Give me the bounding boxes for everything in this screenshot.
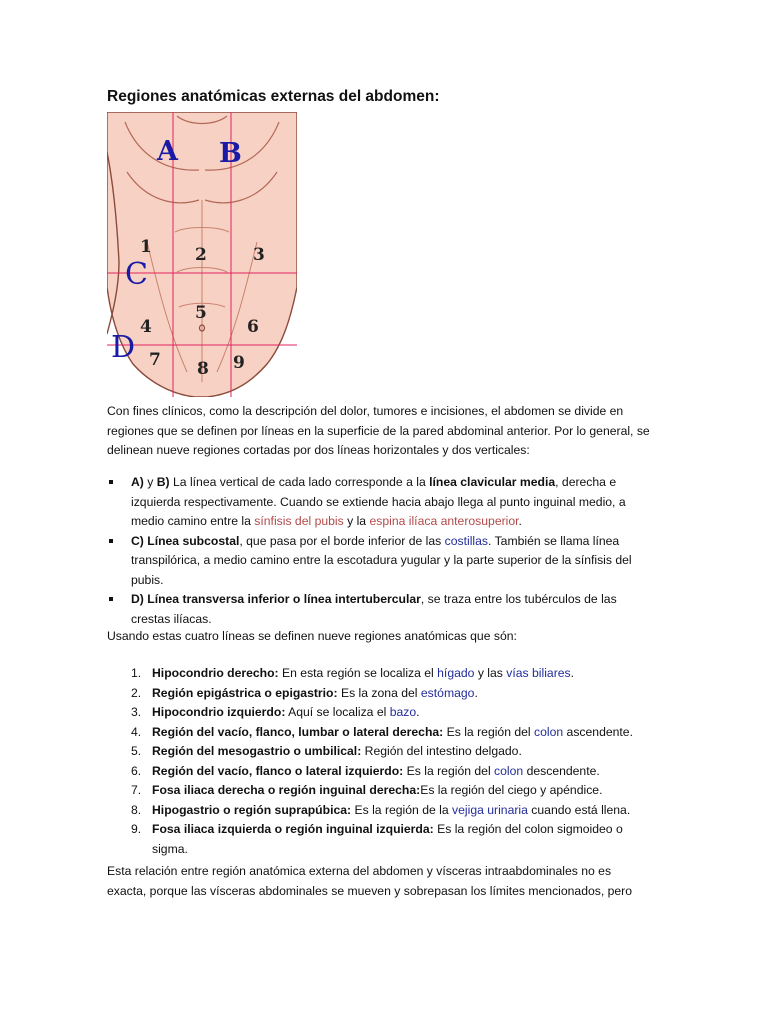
bullet-text: , derecha e izquierda respectivamente. Cuando se extiende hacia abajo llega al punto inguinal medio, a medio camino entre la [131,475,626,528]
region-text: descendente. [523,763,600,778]
region-text: Es la región del colon sigmoideo o sigma. [152,822,623,856]
region-text: Aquí se localiza el [285,705,390,719]
list-number: 4. [131,724,142,739]
region-text: . [474,685,478,700]
lines-bullet-list [107,473,652,629]
region-name: Hipocondrio derecho: [152,666,279,680]
region-name: Región del vacío, flanco o lateral izquierdo: [152,763,404,778]
label-4: 4 [140,317,152,337]
list-number: 1. [131,666,142,680]
list-number: 9. [131,822,142,836]
region-text: cuando está llena. [527,802,631,817]
intro-paragraph: Con fines clínicos, como la descripción del dolor, tumores e incisiones, el abdomen se divide en regiones que se definen por líneas en la superficie de la pared abdominal anterior. Por lo general, se delinean nueve regiones cortadas por dos líneas horizontales y dos verticales: [107,404,650,457]
abdomen-regions-figure [107,112,297,397]
bullet-text: . También se llama línea transpilórica, a medio camino entre la escotadura yugular y la parte superior de la sínfisis del pubis. [131,533,632,587]
list-item [107,742,652,762]
label-2: 2 [195,245,207,265]
bullet-text: , se traza entre los tubérculos de las crestas ilíacas. [131,592,617,626]
square-bullet-icon [109,480,113,484]
label-b: B [219,138,242,169]
region-text: Es la región del [443,724,535,739]
list-item [107,664,652,684]
regions-list [107,664,652,859]
list-number: 7. [131,783,142,797]
link-vias-biliares[interactable]: vías biliares [506,666,571,680]
list-number: 6. [131,763,142,778]
link-higado[interactable]: hígado [437,666,475,680]
list-number: 2. [131,685,142,700]
square-bullet-icon [109,539,113,543]
label-c: C [125,257,148,292]
abdomen-illustration [107,112,297,397]
square-bullet-icon [109,597,113,601]
label-5: 5 [195,303,207,323]
bullet-item [107,590,652,629]
list-item [107,781,652,801]
list-item [107,762,652,782]
region-name: Región del mesogastrio o umbilical: [152,744,362,758]
link-vejiga-urinaria[interactable]: vejiga urinaria [452,802,528,817]
region-name: Región del vacío, flanco, lumbar o lateral derecha: [152,724,444,739]
region-name: Región epigástrica o epigastrio: [152,685,338,700]
bullet-text: y [143,475,157,489]
list-number: 5. [131,744,142,758]
page-title: Regiones anatómicas externas del abdomen: [107,88,440,105]
region-text: Es la zona del [337,685,421,700]
region-name: Hipocondrio izquierdo: [152,705,286,719]
bullet-text: y la [343,514,370,528]
bullet-term: D) Línea transversa inferior o línea intertubercular [131,592,421,606]
list-item [107,684,652,704]
link-estomago[interactable]: estómago [420,685,475,700]
link-sinfisis-pubis[interactable]: sínfisis del pubis [254,514,344,528]
bullet-text: , que pasa por el borde inferior de las [239,533,445,548]
label-a: A [157,136,178,167]
list-item [107,801,652,821]
bullet-label: A) [131,475,144,489]
region-text: ascendente. [563,724,633,739]
label-d: D [111,330,136,365]
closing-paragraph: Esta relación entre región anatómica externa del abdomen y vísceras intraabdominales no es exacta, porque las vísceras abdominales se mueven y sobrepasan los límites mencionados, pero [107,864,633,898]
region-text: En esta región se localiza el [278,666,438,680]
region-text: . [570,666,575,680]
link-bazo[interactable]: bazo [389,705,417,719]
label-9: 9 [233,353,245,373]
link-espina-iliaca[interactable]: espina ilíaca anterosuperior [369,514,519,528]
list-number: 3. [131,705,142,719]
region-name: Hipogastrio o región suprapúbica: [152,802,352,817]
label-8: 8 [197,359,209,379]
list-item [107,820,652,859]
list-item [107,723,652,743]
region-name: Fosa iliaca derecha o región inguinal derecha: [152,783,421,797]
regions-intro-paragraph: Usando estas cuatro líneas se definen nueve regiones anatómicas que són: [107,629,517,643]
label-6: 6 [247,317,259,337]
label-1: 1 [140,237,152,257]
bullet-term: línea clavicular media [429,475,556,489]
region-text: Es la región del [403,763,495,778]
region-text: y las [474,666,507,680]
region-text: Es la región de la [351,802,453,817]
list-number: 8. [131,802,142,817]
list-item [107,703,652,723]
region-text: . [416,705,420,719]
bullet-text: La línea vertical de cada lado corresponde a la [169,475,430,489]
region-text: Es la región del ciego y apéndice. [420,783,603,797]
bullet-item [107,473,652,532]
label-3: 3 [253,245,265,265]
link-costillas[interactable]: costillas [444,533,489,548]
link-colon[interactable]: colon [494,763,524,778]
region-name: Fosa iliaca izquierda o región inguinal izquierda: [152,822,434,836]
bullet-term: C) Línea subcostal [131,533,240,548]
region-text: Región del intestino delgado. [361,744,522,758]
bullet-text: . [518,514,522,528]
link-colon[interactable]: colon [534,724,564,739]
bullet-label: B) [156,475,170,489]
bullet-item [107,532,652,591]
label-7: 7 [149,350,161,370]
